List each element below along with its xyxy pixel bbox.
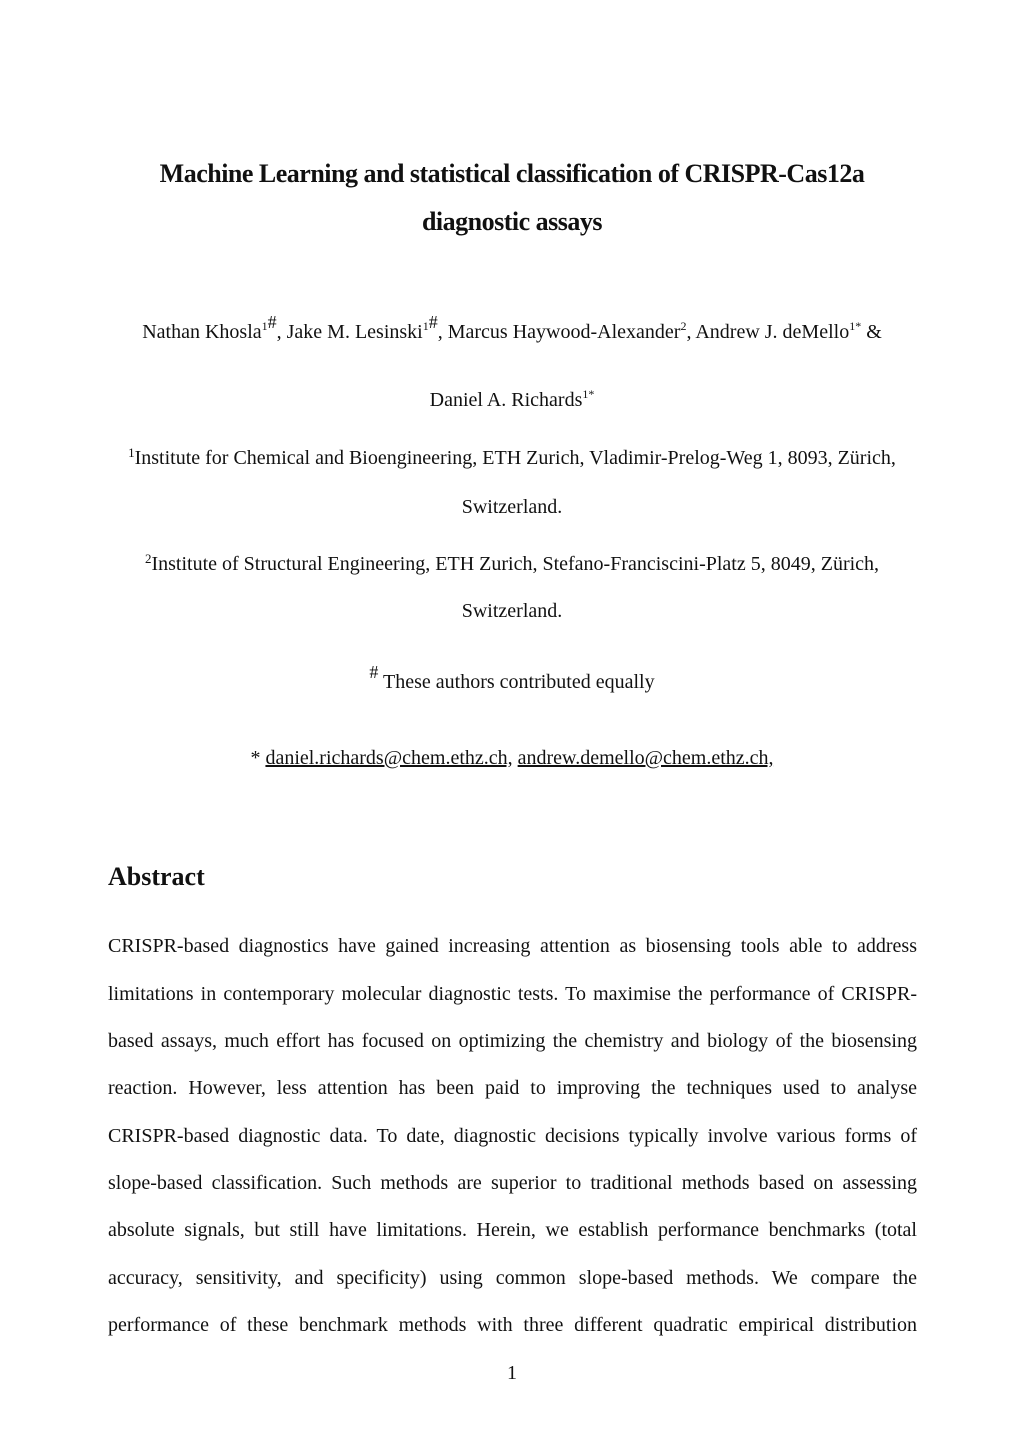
abstract-heading: Abstract bbox=[108, 862, 205, 891]
affiliation-text: Switzerland. bbox=[461, 496, 563, 518]
author-separator: & bbox=[861, 321, 882, 343]
affiliation-1-continued bbox=[0, 495, 1024, 519]
equal-contribution-mark: # bbox=[267, 312, 277, 332]
page-number: 1 bbox=[507, 1362, 517, 1384]
abstract-line: absolute signals, but still have limitations. Herein, we establish performance benchmarks (total bbox=[108, 1219, 917, 1241]
email-link-richards[interactable]: daniel.richards@chem.ethz.ch, bbox=[265, 747, 513, 769]
paper-title bbox=[0, 150, 1024, 246]
abstract-line: slope-based classification. Such methods are superior to traditional methods based on assessing bbox=[108, 1172, 917, 1194]
equal-contribution-mark: # bbox=[369, 662, 379, 682]
author-list bbox=[0, 312, 1024, 344]
author-name: Daniel A. Richards bbox=[429, 389, 583, 411]
author-name: Nathan Khosla bbox=[142, 321, 262, 343]
author-name: , Andrew J. deMello bbox=[686, 321, 850, 343]
correspondence bbox=[0, 746, 1024, 770]
author-affiliation-mark: 1* bbox=[849, 319, 862, 333]
author-affiliation-mark: 1 bbox=[261, 319, 268, 333]
affiliation-text: Institute for Chemical and Bioengineering, ETH Zurich, Vladimir-Prelog-Weg 1, 8093, Zürich, bbox=[134, 447, 896, 469]
affiliation-1 bbox=[0, 446, 1024, 470]
abstract-line: performance of these benchmark methods with three different quadratic empirical distribution bbox=[108, 1314, 917, 1336]
affiliation-2 bbox=[0, 552, 1024, 576]
paper-title-line-2: diagnostic assays bbox=[421, 207, 603, 236]
abstract-line: based assays, much effort has focused on optimizing the chemistry and biology of the biosensing bbox=[108, 1030, 917, 1052]
author-affiliation-mark: 1* bbox=[582, 387, 595, 401]
affiliation-2-continued bbox=[0, 599, 1024, 623]
abstract-line: limitations in contemporary molecular diagnostic tests. To maximise the performance of CRISPR- bbox=[108, 983, 917, 1005]
equal-contribution-mark: # bbox=[428, 312, 438, 332]
email-link-demello[interactable]: andrew.demello@chem.ethz.ch, bbox=[517, 747, 774, 769]
abstract-line: accuracy, sensitivity, and specificity) using common slope-based methods. We compare the bbox=[108, 1267, 917, 1289]
equal-contribution-note bbox=[0, 662, 1024, 694]
author-affiliation-mark: 2 bbox=[680, 319, 687, 333]
author-name: , Marcus Haywood-Alexander bbox=[437, 321, 681, 343]
author-list-continued bbox=[0, 388, 1024, 412]
abstract-line: reaction. However, less attention has been paid to improving the techniques used to analyse bbox=[108, 1077, 917, 1099]
correspondence-star: * bbox=[250, 747, 266, 769]
author-name: , Jake M. Lesinski bbox=[276, 321, 423, 343]
abstract-line: CRISPR-based diagnostics have gained increasing attention as biosensing tools able to address bbox=[108, 935, 917, 957]
paper-title-line-1: Machine Learning and statistical classification of CRISPR-Cas12a bbox=[159, 159, 865, 188]
author-affiliation-mark: 1 bbox=[422, 319, 429, 333]
affiliation-number: 2 bbox=[144, 551, 152, 566]
equal-contribution-text: These authors contributed equally bbox=[378, 671, 655, 693]
affiliation-text: Institute of Structural Engineering, ETH Zurich, Stefano-Franciscini-Platz 5, 8049, Zürich, bbox=[151, 553, 880, 575]
affiliation-number: 1 bbox=[128, 445, 135, 460]
abstract-line: CRISPR-based diagnostic data. To date, diagnostic decisions typically involve various forms of bbox=[108, 1125, 917, 1147]
affiliation-text: Switzerland. bbox=[461, 600, 563, 622]
